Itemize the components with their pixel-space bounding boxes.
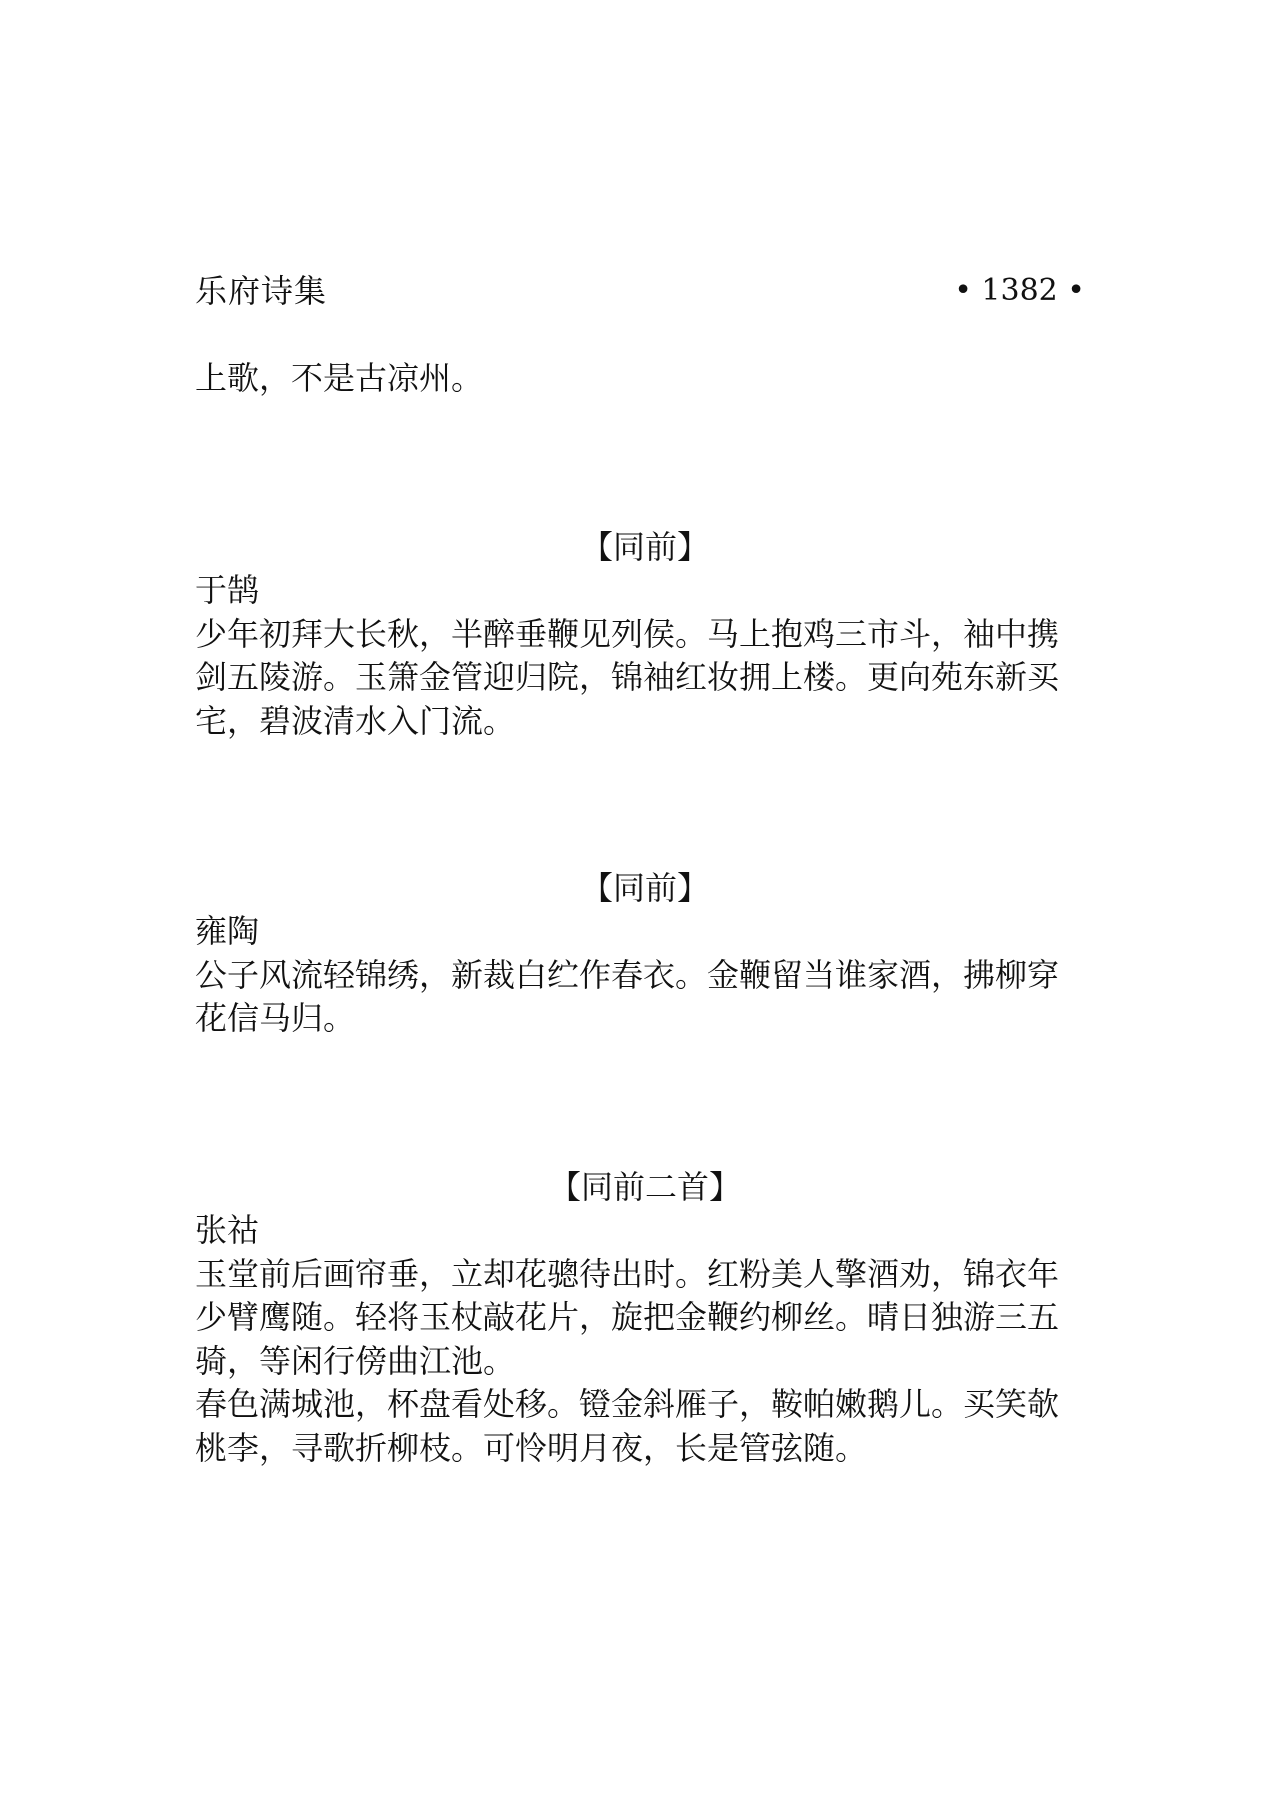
poem-line: 春色满城池，杯盘看处移。镫金斜雁子，鞍帕嫩鹅儿。买笑欹 [195, 1385, 1060, 1423]
poem-line: 玉堂前后画帘垂，立却花骢待出时。红粉美人擎酒劝，锦衣年 [195, 1254, 1060, 1293]
poem-block [195, 569, 1095, 743]
poem-line: 宅，碧波清水入门流。 [195, 701, 516, 740]
book-title: 乐府诗集 [195, 272, 328, 310]
continuation-text [195, 357, 1095, 401]
poem-line: 花信马归。 [195, 999, 356, 1037]
author-name: 于鹄 [195, 571, 260, 609]
page-header [195, 266, 1085, 316]
poem-line: 桃李，寻歌折柳枝。可怜明月夜，长是管弦随。 [195, 1428, 868, 1467]
poem-line: 公子风流轻锦绣，新裁白纻作春衣。金鞭留当谁家酒，拂柳穿 [195, 955, 1060, 994]
poem-line: 骑，等闲行傍曲江池。 [195, 1341, 516, 1380]
page-number: • 1382 • [954, 273, 1085, 308]
poem-line: 剑五陵游。玉箫金管迎归院，锦袖红妆拥上楼。更向苑东新买 [195, 658, 1060, 696]
poem-block [195, 1209, 1095, 1470]
author-name: 雍陶 [195, 912, 260, 950]
section-title: 【同前】 [580, 528, 709, 566]
poem-line: 少年初拜大长秋，半醉垂鞭见列侯。马上抱鸡三市斗，袖中携 [195, 614, 1060, 653]
poem-block [195, 910, 1095, 1041]
author-name: 张祜 [195, 1211, 260, 1249]
poem-line: 少臂鹰随。轻将玉杖敲花片，旋把金鞭约柳丝。晴日独游三五 [195, 1298, 1060, 1336]
poem-line: 上歌，不是古凉州。 [195, 359, 484, 397]
section-title: 【同前二首】 [548, 1168, 741, 1206]
section-title: 【同前】 [580, 869, 709, 907]
